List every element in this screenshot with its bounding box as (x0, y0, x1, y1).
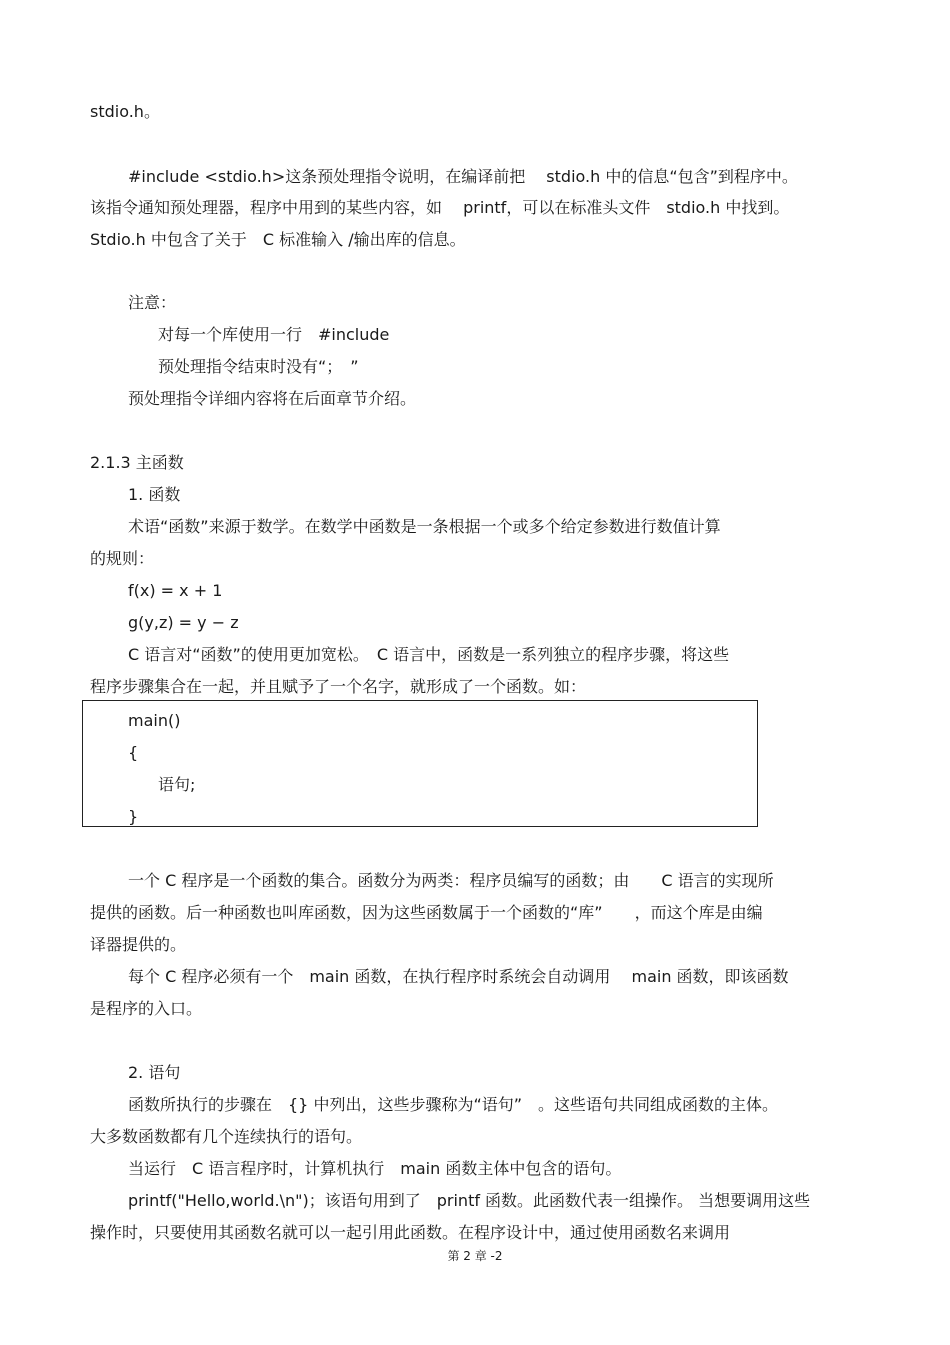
text-line: 术语“函数”来源于数学。在数学中函数是一条根据一个或多个给定参数进行数值计算 (128, 517, 721, 536)
subsection-heading: 1. 函数 (128, 485, 181, 504)
text-line: printf("Hello,world.\n")；该语句用到了 printf 函数。此函数代表一组操作。 当想要调用这些 (128, 1191, 811, 1210)
text-line: #include <stdio.h>这条预处理指令说明，在编译前把 stdio.h 中的信息“包含”到程序中。 (128, 167, 798, 186)
text-line: 程序步骤集合在一起，并且赋予了一个名字，就形成了一个函数。如： (90, 677, 587, 696)
section-heading: 2.1.3 主函数 (90, 453, 184, 472)
text-line: 的规则： (90, 549, 155, 568)
text-line: 该指令通知预处理器，程序中用到的某些内容，如 printf，可以在标准头文件 stdio.h 中找到。 (90, 198, 790, 217)
text-line: 预处理指令详细内容将在后面章节介绍。 (128, 389, 417, 408)
subsection-heading: 2. 语句 (128, 1063, 181, 1082)
text-line: Stdio.h 中包含了关于 C 标准输入 /输出库的信息。 (90, 230, 466, 249)
formula-line: g(y,z) = y − z (128, 613, 239, 632)
code-line: 语句; (158, 775, 196, 794)
text-line: 提供的函数。后一种函数也叫库函数，因为这些函数属于一个函数的“库” ，而这个库是由编 (90, 903, 763, 922)
note-heading: 注意： (128, 293, 177, 312)
text-line: stdio.h。 (90, 102, 160, 121)
page-footer: 第 2 章 -2 (447, 1249, 503, 1263)
note-item: 对每一个库使用一行 #include (158, 325, 390, 344)
text-line: 是程序的入口。 (90, 999, 203, 1018)
formula-line: f(x) = x + 1 (128, 581, 223, 600)
note-item: 预处理指令结束时没有“； ” (158, 357, 359, 376)
text-line: 当运行 C 语言程序时，计算机执行 main 函数主体中包含的语句。 (128, 1159, 622, 1178)
code-line: } (128, 807, 139, 826)
text-line: 每个 C 程序必须有一个 main 函数，在执行程序时系统会自动调用 main 函数，即该函数 (128, 967, 789, 986)
code-example-box (82, 700, 758, 827)
text-line: C 语言对“函数”的使用更加宽松。 C 语言中，函数是一系列独立的程序步骤，将这些 (128, 645, 730, 664)
code-line: { (128, 743, 139, 762)
text-line: 大多数函数都有几个连续执行的语句。 (90, 1127, 363, 1146)
code-line: main() (128, 711, 181, 730)
text-line: 译器提供的。 (90, 935, 187, 954)
text-line: 操作时，只要使用其函数名就可以一起引用此函数。在程序设计中，通过使用函数名来调用 (90, 1223, 731, 1242)
text-line: 函数所执行的步骤在 {} 中列出，这些步骤称为“语句” 。这些语句共同组成函数的主体。 (128, 1095, 779, 1114)
text-line: 一个 C 程序是一个函数的集合。函数分为两类：程序员编写的函数；由 C 语言的实现所 (128, 871, 774, 890)
